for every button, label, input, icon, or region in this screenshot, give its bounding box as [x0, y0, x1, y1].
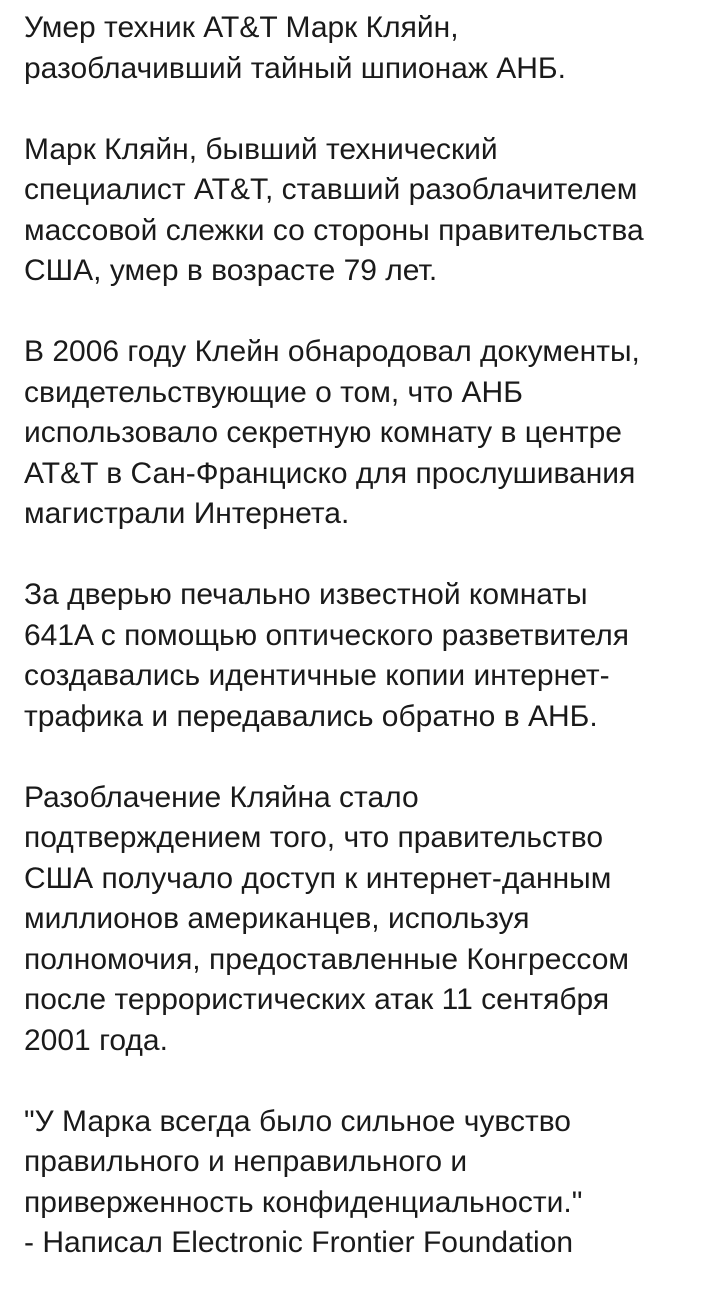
text-line: после террористических атак 11 сентября [24, 983, 610, 1016]
body-paragraph [24, 575, 704, 737]
quote-paragraph [24, 1102, 704, 1264]
text-line: Разоблачение Кляйна стало [24, 780, 419, 814]
text-line: 641A с помощью оптического разветвителя [24, 618, 630, 652]
body-paragraph [24, 332, 704, 535]
text-line: разоблачивший тайный шпионаж АНБ. [24, 51, 566, 85]
text-line: трафика и передавались обратно в АНБ. [24, 699, 598, 733]
text-line: 2001 года. [24, 1023, 168, 1057]
text-line: AT&T в Сан-Франциско для прослушивания [24, 456, 636, 490]
text-line: массовой слежки со стороны правительства [24, 213, 644, 247]
text-line: "У Марка всегда было сильное чувство [24, 1104, 571, 1138]
body-paragraph [24, 130, 704, 292]
headline-paragraph [24, 8, 704, 89]
text-line: За дверью печально известной комнаты [24, 578, 588, 611]
attribution-line: - Написал Electronic Frontier Foundation [24, 1226, 574, 1259]
body-paragraph [24, 778, 704, 1062]
text-line: создавались идентичные копии интернет- [24, 659, 610, 692]
text-line: Марк Кляйн, бывший технический [24, 132, 498, 166]
text-line: США получало доступ к интернет-данным [24, 861, 612, 895]
text-line: США, умер в возрасте 79 лет. [24, 254, 438, 287]
text-line: свидетельствующие о том, что АНБ [24, 375, 523, 409]
text-line: использовало секретную комнату в центре [24, 416, 622, 449]
text-line: магистрали Интернета. [24, 497, 350, 530]
text-line: полномочия, предоставленные Конгрессом [24, 942, 630, 976]
text-line: специалист AT&T, ставший разоблачителем [24, 173, 638, 206]
text-line: правильного и неправильного и [24, 1145, 468, 1178]
text-line: Умер техник AT&T Марк Кляйн, [24, 11, 459, 44]
text-line: В 2006 году Клейн обнародовал документы, [24, 335, 640, 368]
text-line: подтверждением того, что правительство [24, 821, 604, 854]
text-line: приверженность конфиденциальности." [24, 1185, 583, 1219]
article-text [24, 8, 704, 1304]
text-line: миллионов американцев, используя [24, 902, 530, 935]
